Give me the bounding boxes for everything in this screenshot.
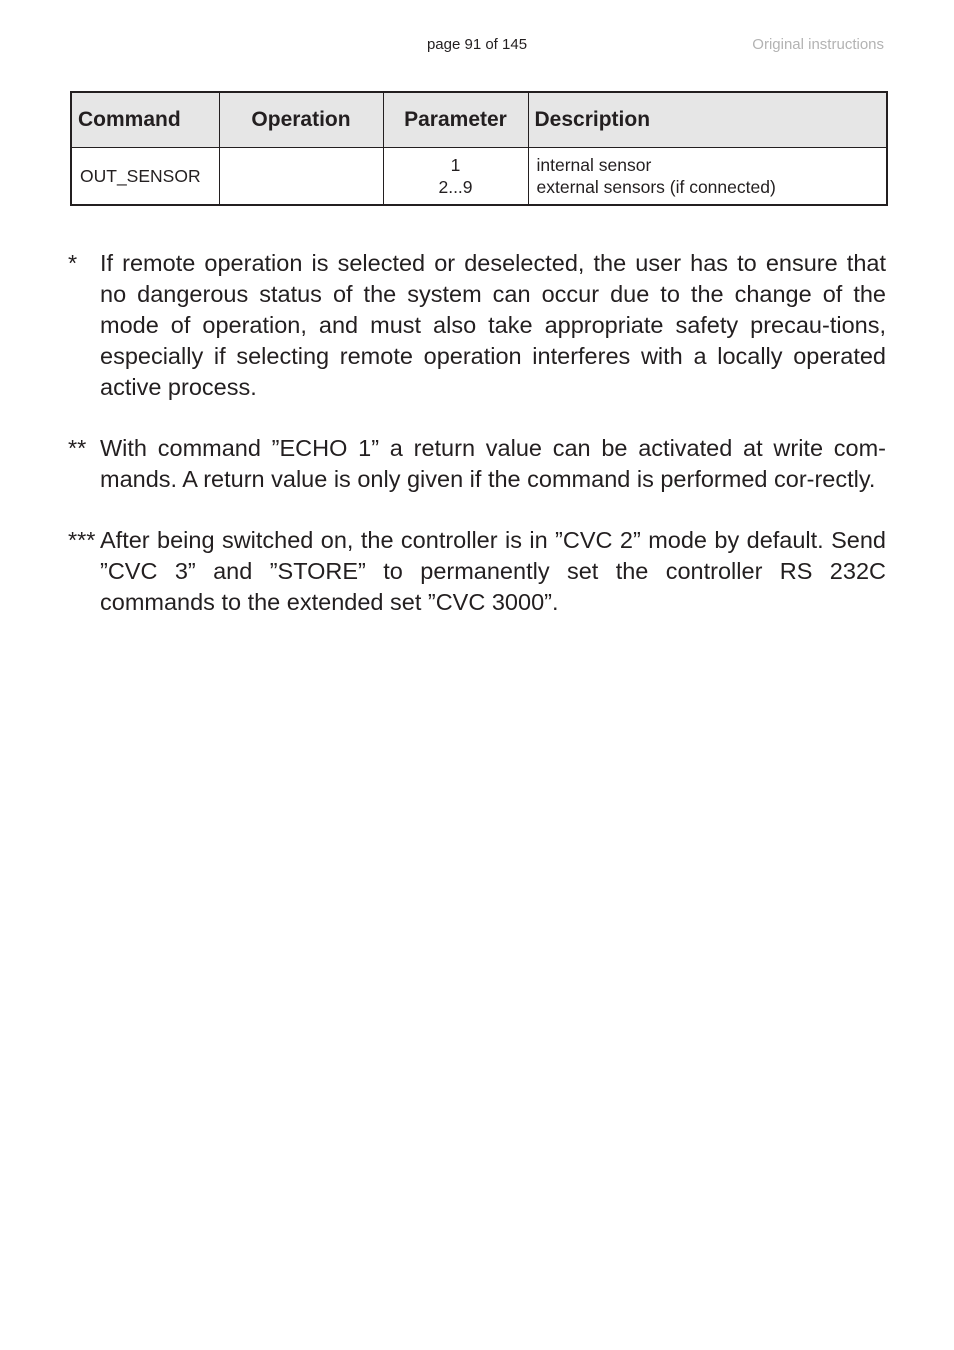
column-header-operation: Operation xyxy=(219,92,383,147)
footnote-text: After being switched on, the controller is in ”CVC 2” mode by default. Send ”CVC 3” and ”STORE” to permanently set the controller RS 232C commands to the extended set ”CVC 3000”. xyxy=(100,527,886,615)
footnote xyxy=(68,248,886,403)
footnote xyxy=(68,525,886,618)
cell-parameter xyxy=(383,147,528,205)
column-header-parameter: Parameter xyxy=(383,92,528,147)
footnote-marker: * xyxy=(68,250,78,276)
page-number: page 91 of 145 xyxy=(426,36,528,53)
column-header-command: Command xyxy=(71,92,219,147)
footnote-marker: *** xyxy=(68,527,96,553)
cell-operation xyxy=(219,147,383,205)
cell-command: OUT_SENSOR xyxy=(71,147,219,205)
description-line: external sensors (if connected) xyxy=(536,176,776,197)
cell-description xyxy=(528,147,887,205)
table-row xyxy=(71,147,887,205)
footnotes xyxy=(68,248,886,648)
parameter-line: 1 xyxy=(450,154,461,175)
footnote-text: With command ”ECHO 1” a return value can be activated at write com-mands. A return value is only given if the command is performed cor-rectly. xyxy=(100,435,886,492)
column-header-description: Description xyxy=(528,92,887,147)
command-table xyxy=(70,91,888,206)
footnote-marker: ** xyxy=(68,435,87,461)
footnote-text: If remote operation is selected or deselected, the user has to ensure that no dangerous status of the system can occur due to the change of the mode of operation, and must also take appropriate safety precau-tions, especially if selecting remote operation interferes with a locally operated active process. xyxy=(100,250,886,400)
document-label: Original instructions xyxy=(752,36,884,53)
footnote xyxy=(68,433,886,495)
parameter-line: 2...9 xyxy=(438,176,473,197)
table-header-row xyxy=(71,92,887,147)
description-line: internal sensor xyxy=(536,154,652,175)
